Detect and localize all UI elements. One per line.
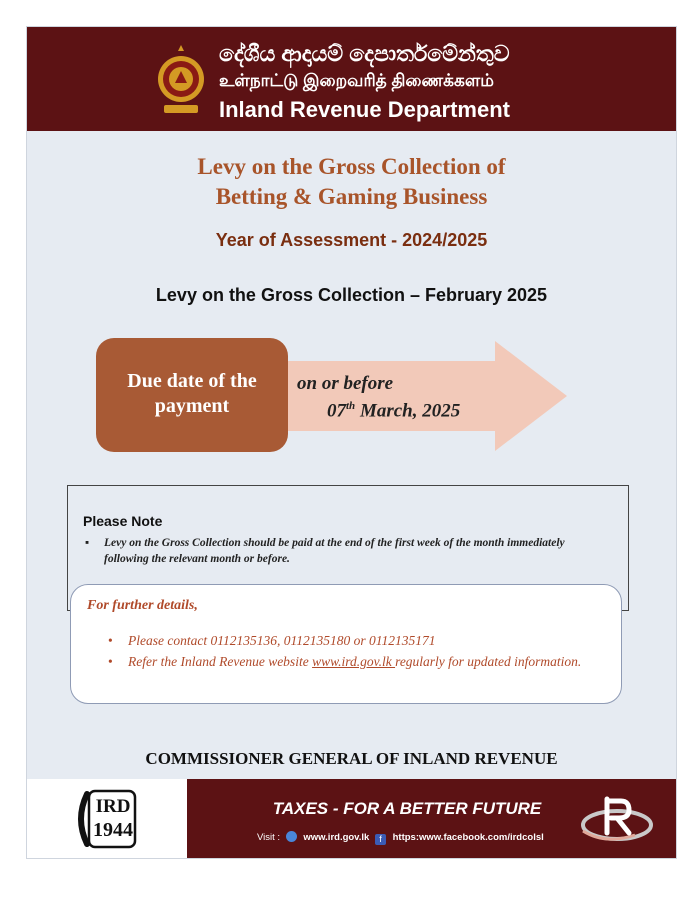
note-bullet-icon: ▪ <box>85 537 90 549</box>
ird-logo-line2: 1944 <box>93 819 133 841</box>
ird-website-link[interactable]: www.ird.gov.lk <box>312 653 396 669</box>
bullet-icon: • <box>108 633 113 648</box>
levy-period: Levy on the Gross Collection – February 2025 <box>155 285 548 305</box>
due-date-arrow <box>277 341 567 451</box>
footer-website-link[interactable]: www.ird.gov.lk <box>303 832 370 843</box>
due-date-value <box>327 400 460 422</box>
header-tamil-name: உள்நாட்டு இறைவரித் திணைக்களம் <box>219 71 494 90</box>
header-banner <box>27 27 676 131</box>
due-label-line1: Due date of the <box>127 370 257 392</box>
details-website-item <box>108 653 608 671</box>
details-contact-text: Please contact 0112135136, 0112135180 or 0112135171 <box>128 633 436 648</box>
due-label-line2: payment <box>154 395 230 417</box>
header-english-name: Inland Revenue Department <box>219 97 510 122</box>
notice-title-line1: Levy on the Gross Collection of <box>197 154 506 179</box>
further-details-box <box>70 584 622 704</box>
details-refer-prefix: Refer the Inland Revenue website <box>128 653 313 669</box>
ird-logo-line1: IRD <box>95 796 131 817</box>
details-refer-suffix: regularly for updated information. <box>395 653 582 669</box>
footer-facebook-link[interactable]: https:www.facebook.com/irdcolsl <box>392 832 544 843</box>
year-of-assessment: Year of Assessment - 2024/2025 <box>215 230 488 250</box>
note-text: Levy on the Gross Collection should be paid at the end of the first week of the month immediately following the relevant month or before. <box>104 537 565 565</box>
footer-tagline: TAXES - FOR A BETTER FUTURE <box>272 799 542 818</box>
header-sinhala-name: දේශීය ආදායම් දෙපාර්තමේන්තුව <box>219 41 510 66</box>
notice-title-line2: Betting & Gaming Business <box>215 184 488 209</box>
notice-page <box>26 26 677 859</box>
bullet-icon: • <box>108 653 113 669</box>
due-day: 07 <box>327 400 346 422</box>
due-ordinal: th <box>346 400 356 412</box>
due-month-year: March, 2025 <box>359 400 461 422</box>
ird-r-logo-icon <box>575 791 655 847</box>
commissioner-signature: COMMISSIONER GENERAL OF INLAND REVENUE <box>145 749 558 768</box>
footer-logo-area <box>27 779 187 858</box>
details-list <box>108 632 608 670</box>
visit-label: Visit : <box>257 832 281 843</box>
due-prefix: on or before <box>297 373 394 394</box>
footer-visit-row <box>257 831 544 845</box>
note-body <box>85 535 610 567</box>
details-contact-item <box>108 632 608 650</box>
footer-banner <box>187 779 676 858</box>
note-heading: Please Note <box>83 513 163 529</box>
facebook-icon: f <box>375 834 386 845</box>
globe-icon <box>286 831 297 842</box>
details-heading: For further details, <box>87 598 198 613</box>
ird-logo-text <box>73 788 139 850</box>
sri-lanka-emblem-icon <box>156 45 206 115</box>
due-date-label-box <box>96 338 288 452</box>
